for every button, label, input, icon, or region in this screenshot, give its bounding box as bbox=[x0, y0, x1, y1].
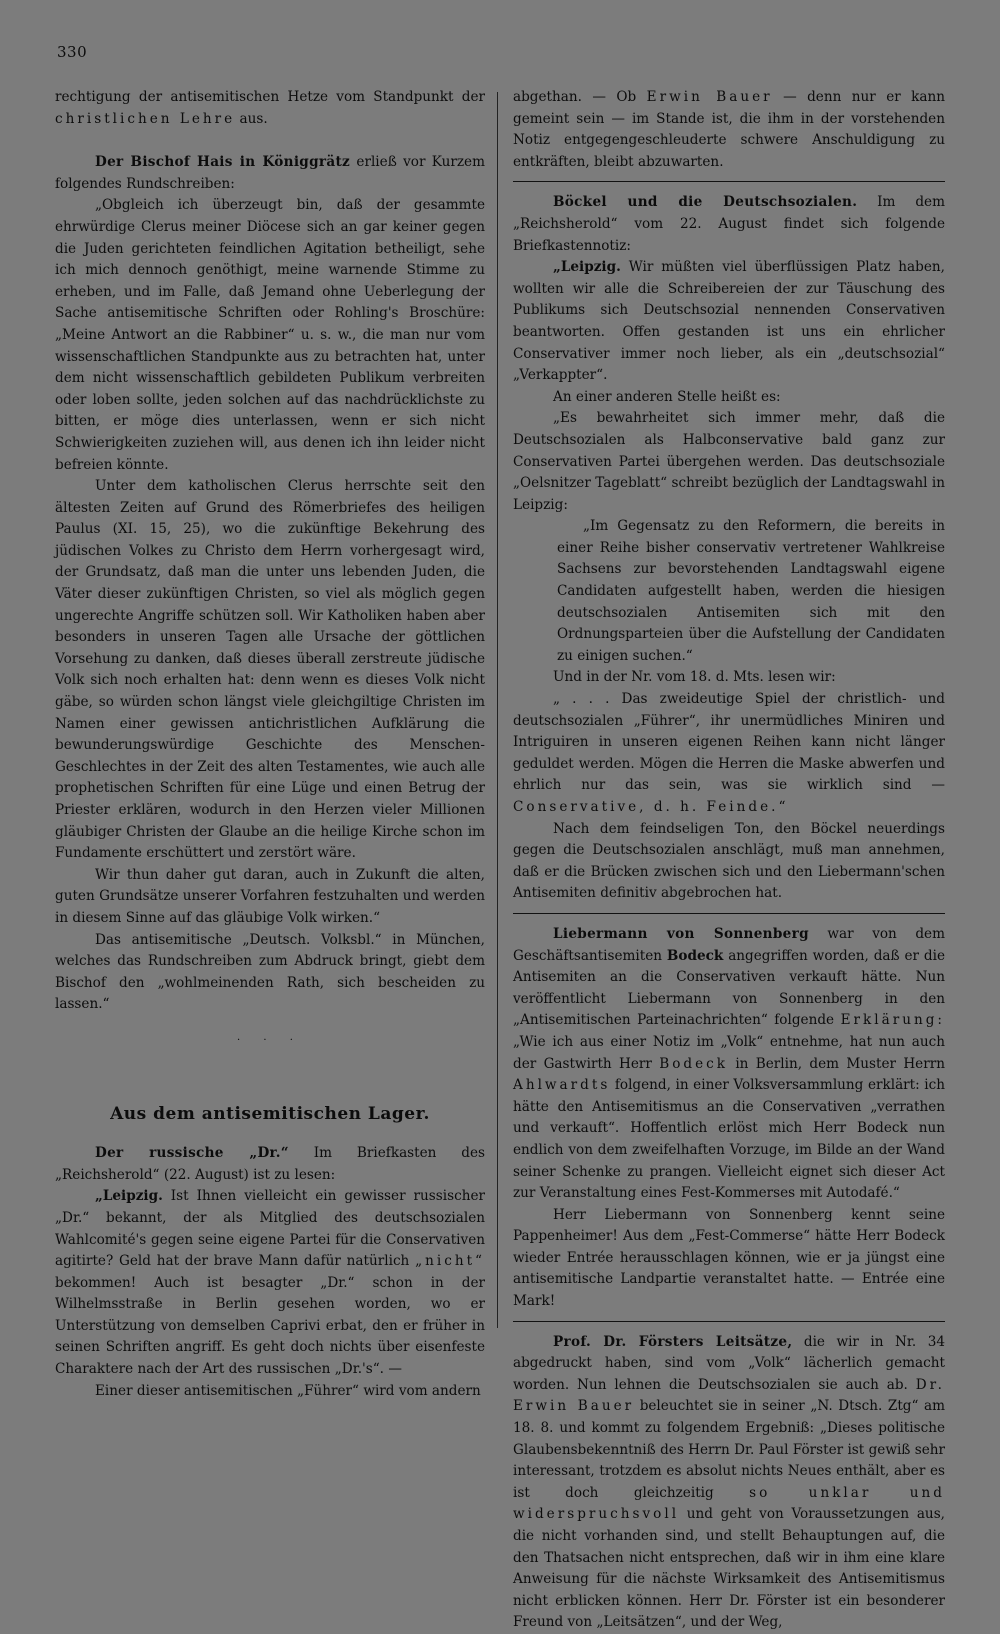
boeckel-after: Nach dem feindseligen Ton, den Böckel neuerdings gegen die Deutschsozialen anschlägt, muß man annehmen, daß er die Brücken zwischen sich und den Liebermann'schen Antisemiten definitiv abgebrochen hat. bbox=[513, 820, 945, 902]
separator-dots: · · · bbox=[237, 1034, 303, 1046]
russian-dr-quote: „Leipzig. Ist Ihnen vielleicht ein gewisser russischer „Dr.“ bekannt, der als Mitglied des deutschsozialen Wahlcomité's gegen seine eigene Partei für die Conservativen agitirte? Geld hat der brave Mann dafür natürlich „nicht“ bekommen! Auch ist besagter „Dr.“ schon in der Wilhelmsstraße in Berlin gesehen worden, wo er Unterstützung von demselben Caprivi erbat, den er früher in seinen Schriften angriff. Es geht doch nichts über eisenfeste Charaktere nach der Art des russischen „Dr.'s“. — bbox=[55, 1188, 485, 1378]
column-divider bbox=[497, 92, 498, 1328]
boeckel-quote-2: „Es bewahrheitet sich immer mehr, daß die Deutschsozialen als Halbconservative bald ganz zur Conservativen Partei übergehen werden. Das deutschsoziale „Oelsnitzer Tageblatt“ schreibt bezüglich der Landtagswahl in Leipzig: bbox=[513, 410, 945, 513]
liebermann-heading: Liebermann von Sonnenberg bbox=[553, 925, 809, 942]
boeckel-other-place: An einer anderen Stelle heißt es: bbox=[553, 388, 781, 405]
section-rule bbox=[513, 913, 945, 914]
boeckel-quote-4: „ . . . Das zweideutige Spiel der christlich- und deutschsozialen „Führer“, ihr unermüdliches Miniren und Intriguiren in unseren eigenen Reihen kann nicht länger geduldet werden. Mögen die Herren die Maske abwerfen und ehrlich nur das sein, was sie wirklich sind — Conservative, d. h. Feinde.“ bbox=[513, 691, 945, 815]
boeckel-nr-line: Und in der Nr. vom 18. d. Mts. lesen wir: bbox=[553, 669, 836, 686]
bishop-quote-paragraph: „Obgleich ich überzeugt bin, daß der gesammte ehrwürdige Clerus meiner Diöcese sich an gar keiner gegen die Juden gerichteten feindlichen Agitation betheiligt, sehe ich mich dennoch genöthigt, meine warnende Stimme zu erheben, und im Falle, daß Jemand ohne Ueberlegung der Sache antisemitische Schriften oder Rohling's Broschüre: „Meine Antwort an die Rabbiner“ u. s. w., die man nur vom wissenschaftlichen Standpunkte aus zu betrachten hat, unter dem nicht wissenschaftlich gebildeten Publikum verbreiten oder loben sollte, jeden solchen auf das nachdrücklichste zu bitten, er möge dies unterlassen, wenn er sich nicht Schwierigkeiten zuziehen will, aus denen ich ihn leider nicht befreien könnte. bbox=[55, 197, 485, 473]
foerster-heading: Prof. Dr. Försters Leitsätze, bbox=[553, 1333, 793, 1350]
bishop-article-intro: Der Bischof Hais in Königgrätz erließ vor Kurzem folgendes Rundschreiben: bbox=[55, 154, 485, 192]
liebermann-paragraph: Liebermann von Sonnenberg war von dem Geschäftsantisemiten Bodeck angegriffen worden, daß er die Antisemiten an die Conservativen verkauft hätte. Nun veröffentlicht Liebermann von Sonnenberg in den „Antisemitischen Parteinachrichten“ folgende Erklärung: „Wie ich aus einer Notiz im „Volk“ entnehme, hat nun auch der Gastwirth Herr Bodeck in Berlin, dem Muster Herrn Ahlwardts folgend, in einer Volksversammlung erklärt: ich hätte den Antisemitismus an die Conservativen „verrathen und verkauft“. Hoffentlich erlöst mich Herr Bodeck nun endlich von dem zweifelhaften Vorzuge, im Bilde an der Wand seiner Schenke zu prangen. Vielleicht eignet sich dieser Act zur Veranstaltung eines Fest-Kommerses mit Autodafé.“ bbox=[513, 925, 945, 1202]
russian-dr-intro: Der russische „Dr.“ Im Briefkasten des „Reichsherold“ (22. August) ist zu lesen: bbox=[55, 1145, 485, 1183]
oelsnitz-quote: „Im Gegensatz zu den Reformern, die bereits in einer Reihe bisher conservativ vertretener Wahlkreise Sachsens zur bevorstehenden Landtagswahl eigene Candidaten aufgestellt haben, werden die hiesigen deutschsozialen Antisemiten sich mit den Ordnungsparteien über die Aufstellung der Candidaten zu einigen suchen.“ bbox=[557, 518, 945, 664]
emphasized-phrase: christlichen Lehre bbox=[55, 110, 236, 127]
boeckel-quote: „Leipzig. Wir müßten viel überflüssigen Platz haben, wollten wir alle die Schreibereien der zur Täuschung des Publikums sich Deutschsozial nennenden Conservativen beantworten. Offen gestanden ist uns ein ehrlicher Conservativer immer noch lieber, als ein „deutschsozial“ „Verkappter“. bbox=[513, 259, 945, 384]
intro-paragraph: rechtigung der antisemitischen Hetze vom Standpunkt der christlichen Lehre aus. bbox=[55, 89, 485, 127]
boeckel-heading: Böckel und die Deutschsozialen. bbox=[553, 194, 858, 211]
russian-dr-heading: Der russische „Dr.“ bbox=[95, 1145, 289, 1162]
section-title: Aus dem antisemitischen Lager. bbox=[110, 1103, 430, 1124]
russian-dr-last-line: Einer dieser antisemitischen „Führer“ wird vom andern bbox=[95, 1382, 481, 1399]
page-number: 330 bbox=[57, 43, 88, 61]
boeckel-intro: Böckel und die Deutschsozialen. Im dem „Reichsherold“ vom 22. August findet sich folgende Briefkastennotiz: bbox=[513, 194, 945, 254]
bishop-heading: Der Bischof Hais in Königgrätz bbox=[95, 154, 351, 171]
section-rule bbox=[513, 181, 945, 182]
right-column bbox=[513, 87, 945, 1634]
section-rule bbox=[513, 1321, 945, 1322]
continuation-paragraph: abgethan. — Ob Erwin Bauer — denn nur er kann gemeint sein — im Stande ist, die ihm in der vorstehenden Notiz entgegengeschleuderte schwere Anschuldigung zu entkräften, bleibt abzuwarten. bbox=[513, 89, 946, 170]
bishop-quote-paragraph: Wir thun daher gut daran, auch in Zukunft die alten, guten Grundsätze unserer Vorfahren festzuhalten und werden in diesem Sinne auf das gläubige Volk wirken.“ bbox=[55, 866, 485, 926]
foerster-paragraph: Prof. Dr. Försters Leitsätze, die wir in Nr. 34 abgedruckt haben, sind vom „Volk“ lächerlich gemacht worden. Nun lehnen die Deutschsozialen sie auch ab. Dr. Erwin Bauer beleuchtet sie in seiner „N. Dtsch. Ztg“ am 18. 8. und kommt zu folgendem Ergebniß: „Dieses politische Glaubensbekenntniß des Herrn Dr. Paul Förster ist gewiß sehr interessant, trotzdem es absolut nichts Neues enthält, aber es ist doch gleichzeitig so unklar und widerspruchsvoll und geht von Voraussetzungen aus, die nicht vorhanden sind, und stellt Behauptungen auf, die den Thatsachen nicht entsprechen, daß wir in ihm eine klare Anweisung für die nächste Wirksamkeit des Antisemitismus nicht erblicken können. Herr Dr. Förster ist ein besonderer Freund von „Leitsätzen“, und der Weg, bbox=[513, 1333, 945, 1631]
volksblatt-paragraph: Das antisemitische „Deutsch. Volksbl.“ in München, welches das Rundschreiben zum Abdruck bringt, giebt dem Bischof den „wohlmeinenden Rath, sich bescheiden zu lassen.“ bbox=[55, 931, 485, 1013]
bishop-quote-paragraph: Unter dem katholischen Clerus herrschte seit den ältesten Zeiten auf Grund des Römerbriefes des heiligen Paulus (XI. 15, 25), wo die zukünftige Bekehrung des jüdischen Volkes zu Christo dem Herrn vorhergesagt wird, der Grundsatz, daß man die unter uns lebenden Juden, die Väter dieser zukünftigen Christen, so viel als möglich gegen ungerechte Angriffe schützen soll. Wir Katholiken haben aber besonders in unseren Tagen alle Ursache der göttlichen Vorsehung zu danken, daß dieses überall zerstreute jüdische Volk sich noch erhalten hat: denn wenn es dieses Volk nicht gäbe, so würden schon längst viele gleichgiltige Christen im Namen einer gewissen antichristlichen Aufklärung die bewunderungswürdige Geschichte des Menschen-Geschlechtes in der Zeit des alten Testamentes, wie auch alle prophetischen Schriften für eine Lüge und einen Betrug der Priester erklären, wodurch in den Herzen vieler Millionen gläubiger Christen der Glaube an die heilige Kirche schon im Fundamente erschüttert und zerstört wäre. bbox=[55, 478, 485, 862]
liebermann-after: Herr Liebermann von Sonnenberg kennt seine Pappenheimer! Aus dem „Fest-Commerse“ hätte Herr Bodeck wieder Entrée herausschlagen können, wie er ja jüngst eine antisemitische Landpartie veranstaltet hatte. — Entrée eine Mark! bbox=[513, 1206, 945, 1310]
left-column bbox=[55, 87, 485, 1402]
